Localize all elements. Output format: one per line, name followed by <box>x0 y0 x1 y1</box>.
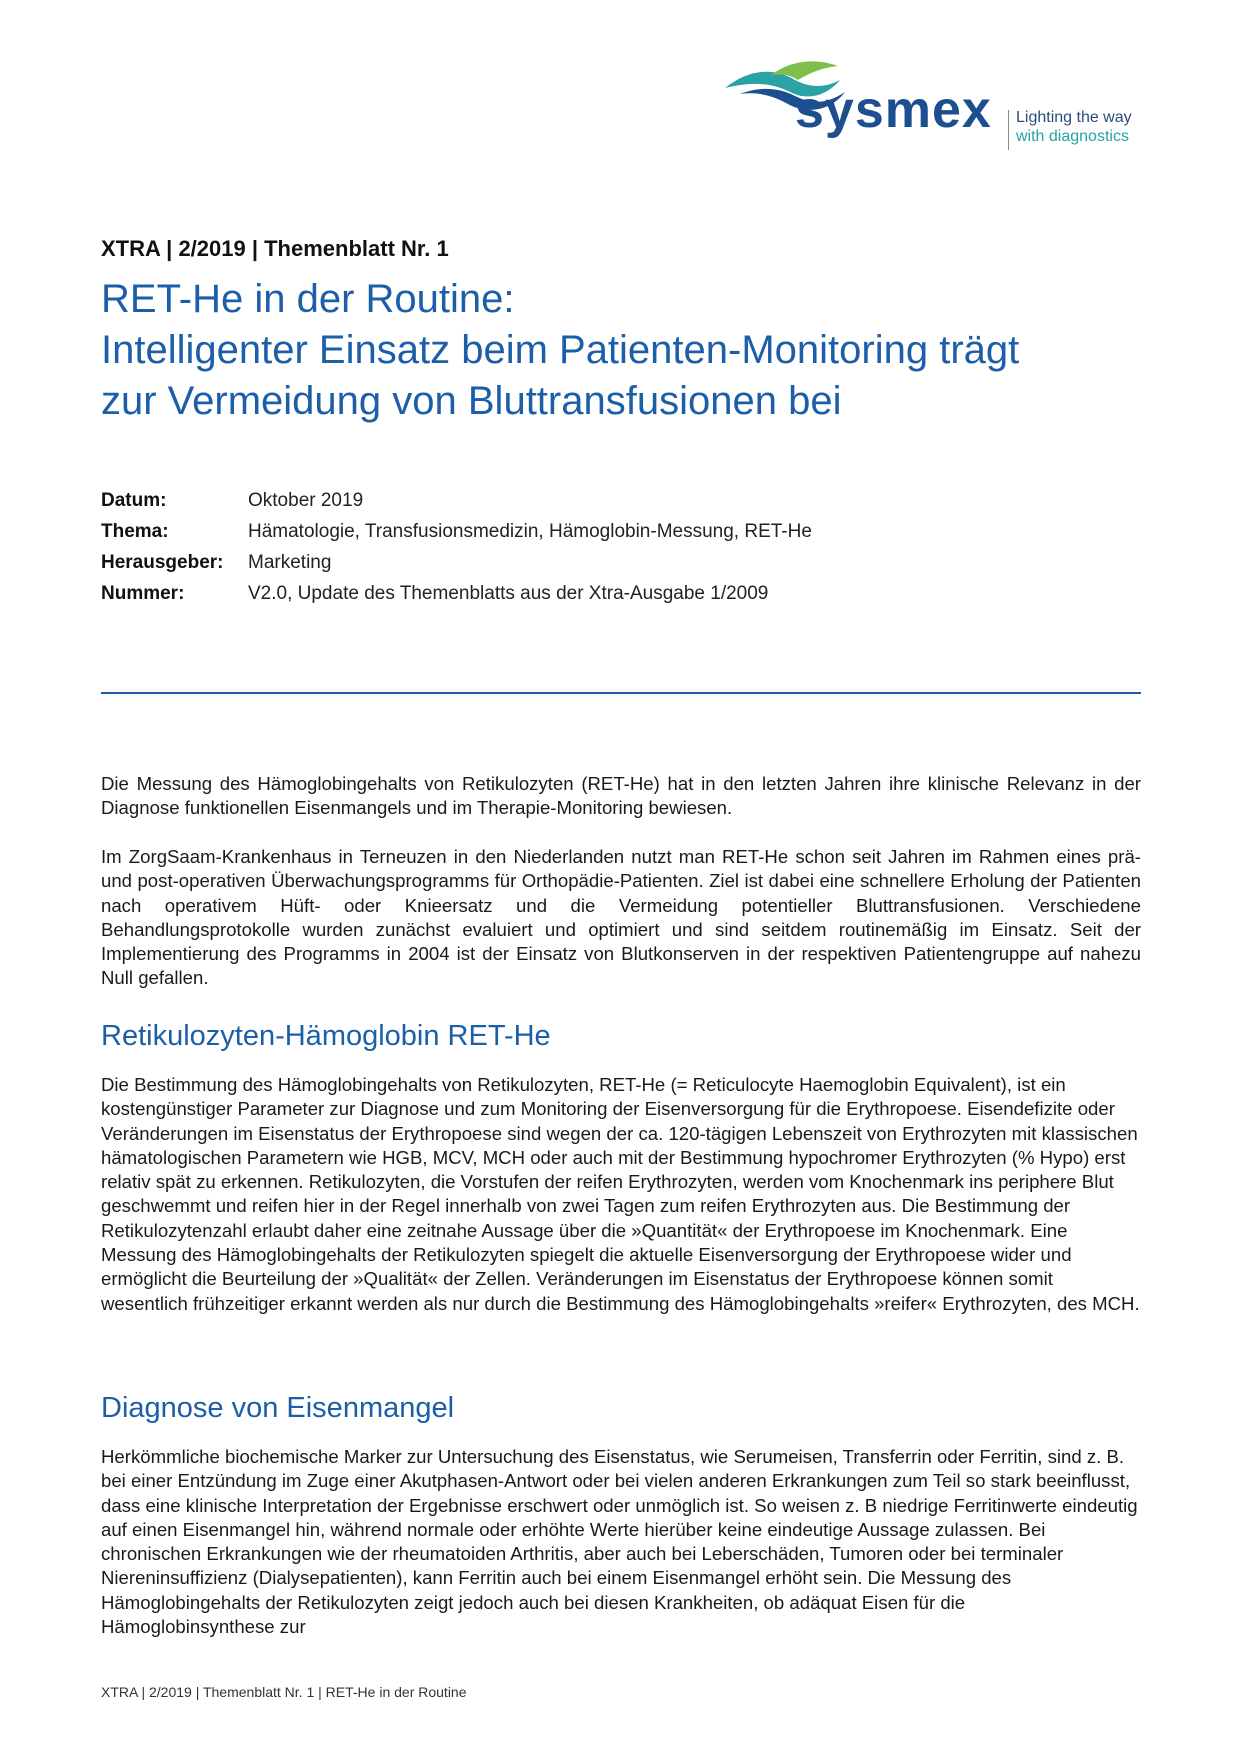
meta-value: Marketing <box>248 552 332 573</box>
title-line: RET-He in der Routine: <box>101 277 515 321</box>
document-title <box>101 274 1141 427</box>
meta-label: Herausgeber: <box>101 552 224 573</box>
tagline-line-1: Lighting the way <box>1016 109 1132 126</box>
meta-value: V2.0, Update des Themenblatts aus der Xtra-Ausgabe 1/2009 <box>248 583 769 604</box>
meta-row-herausgeber <box>101 552 1141 583</box>
section-heading: Diagnose von Eisenmangel <box>101 1392 455 1424</box>
meta-row-thema <box>101 521 1141 552</box>
intro-paragraph-2: Im ZorgSaam-Krankenhaus in Terneuzen in den Niederlanden nutzt man RET-He schon seit Jahren im Rahmen eines prä- und post-operativen Überwachungsprogramms für Orthopädie-Patienten. Ziel ist dabei eine schnellere Erholung der Patienten nach operativem Hüft- oder Knieersatz und die Vermeidung potentieller Bluttransfusionen. Verschiedene Behandlungsprotokolle wurden zunächst evaluiert und optimiert und sind seitdem routinemäßig im Einsatz. Seit der Implementierung des Programms in 2004 ist der Einsatz von Blutkonserven in der respektiven Patientengruppe auf nahezu Null gefallen. <box>101 846 1141 989</box>
tagline-line-2: with diagnostics <box>1016 128 1129 145</box>
meta-value: Hämatologie, Transfusionsmedizin, Hämoglobin-Messung, RET-He <box>248 521 812 542</box>
sysmex-logo <box>720 58 1150 158</box>
page-footer: XTRA | 2/2019 | Themenblatt Nr. 1 | RET-He in der Routine <box>101 1684 467 1700</box>
section-paragraph: Die Bestimmung des Hämoglobingehalts von Retikulozyten, RET-He (= Reticulocyte Haemoglobin Equivalent), ist ein kostengünstiger Parameter zur Diagnose und zum Monitoring der Eisenversorgung für die Erythropoese. Eisendefizite oder Veränderungen im Eisenstatus der Erythropoese sind wegen der ca. 120-tägigen Lebenszeit von Erythrozyten mit klassischen hämatologischen Parametern wie HGB, MCV, MCH oder auch mit der Bestimmung hypochromer Erythrozyten (% Hypo) erst relativ spät zu erkennen. Retikulozyten, die Vorstufen der reifen Erythrozyten, werden vom Knochenmark ins periphere Blut geschwemmt und reifen hier in der Regel innerhalb von zwei Tagen zum reifen Erythrozyten aus. Die Bestimmung der Retikulozytenzahl erlaubt daher eine zeitnahe Aussage über die »Quantität« der Erythropoese im Knochenmark. Eine Messung des Hämoglobingehalts der Retikulozyten spiegelt die aktuelle Eisenversorgung der Erythropoese wider und ermöglicht die Beurteilung der »Qualität« der Zellen. Veränderungen im Eisenstatus der Erythropoese können somit wesentlich frühzeitiger erkannt werden als nur durch die Bestimmung des Hämoglobingehalts »reifer« Erythrozyten, des MCH. <box>101 1074 1140 1314</box>
issue-kicker: XTRA | 2/2019 | Themenblatt Nr. 1 <box>101 236 449 261</box>
meta-value: Oktober 2019 <box>248 490 364 511</box>
meta-label: Thema: <box>101 521 169 542</box>
header-divider <box>101 692 1141 694</box>
meta-label: Nummer: <box>101 583 185 604</box>
section-paragraph: Herkömmliche biochemische Marker zur Untersuchung des Eisenstatus, wie Serumeisen, Transferrin oder Ferritin, sind z. B. bei einer Entzündung im Zuge einer Akutphasen-Antwort oder bei vielen anderen Erkrankungen zum Teil so stark beeinflusst, dass eine klinische Interpretation der Ergebnisse erschwert oder unmöglich ist. So weisen z. B niedrige Ferritinwerte eindeutig auf einen Eisenmangel hin, während normale oder erhöhte Werte hierüber keine eindeutige Aussage zulassen. Bei chronischen Erkrankungen wie der rheumatoiden Arthritis, aber auch bei Leberschäden, Tumoren oder bei terminaler Niereninsuffizienz (Dialysepatienten), kann Ferritin auch bei einem Eisenmangel erhöht sein. Die Messung des Hämoglobingehalts der Retikulozyten zeigt jedoch auch bei diesen Krankheiten, ob adäquat Eisen für die Hämoglobinsynthese zur <box>101 1446 1138 1638</box>
title-line: Intelligenter Einsatz beim Patienten-Monitoring trägt <box>101 328 1020 372</box>
logo-separator <box>1008 110 1009 150</box>
logo-wordmark: sysmex <box>795 81 992 139</box>
meta-table <box>101 490 1141 614</box>
title-line: zur Vermeidung von Bluttransfusionen bei <box>101 379 842 423</box>
section-heading: Retikulozyten-Hämoglobin RET-He <box>101 1020 551 1052</box>
meta-row-nummer <box>101 583 1141 614</box>
intro-paragraph-1: Die Messung des Hämoglobingehalts von Retikulozyten (RET-He) hat in den letzten Jahren ihre klinische Relevanz in der Diagnose funktionellen Eisenmangels und im Therapie-Monitoring bewiesen. <box>101 773 1141 819</box>
logo-tagline <box>1016 108 1132 146</box>
meta-row-datum <box>101 490 1141 521</box>
meta-label: Datum: <box>101 490 167 511</box>
